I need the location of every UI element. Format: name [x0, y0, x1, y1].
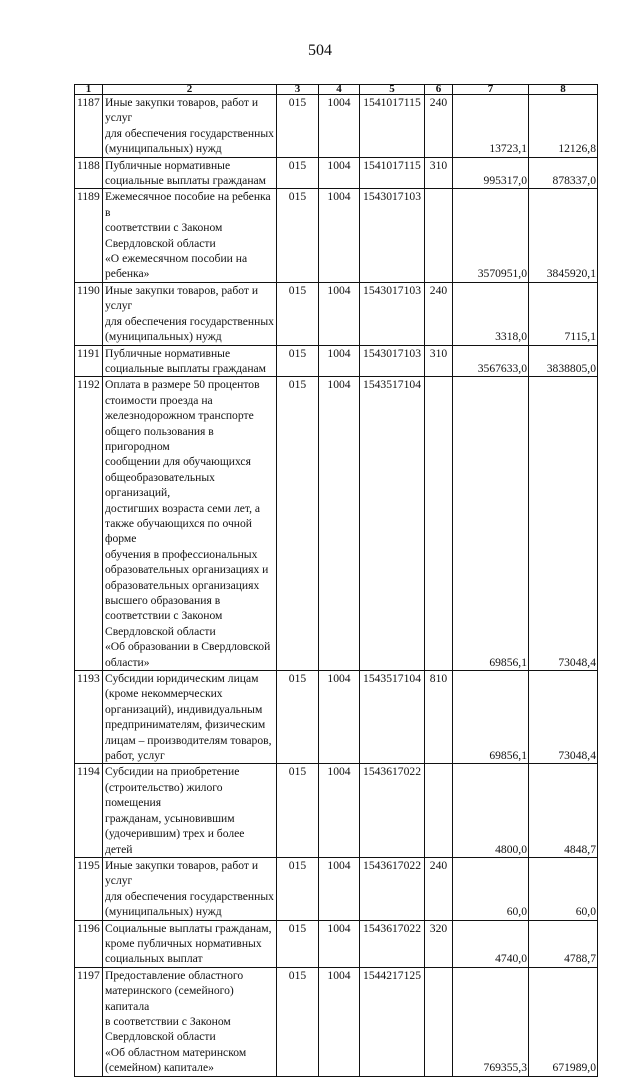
amount-year-1: 60,0 [453, 857, 529, 920]
amount-year-2: 878337,0 [529, 157, 598, 189]
section-code: 1004 [319, 764, 360, 857]
header-row [75, 85, 598, 95]
section-code: 1004 [319, 857, 360, 920]
description: Публичные нормативные социальные выплаты гражданам [103, 345, 277, 377]
section-code: 1004 [319, 967, 360, 1076]
section-code: 1004 [319, 920, 360, 967]
description: Субсидии на приобретение (строительство) жилого помещения гражданам, усыновившим (удочерившим) трех и более детей [103, 764, 277, 857]
description: Оплата в размере 50 процентов стоимости проезда на железнодорожном транспорте общего пользования в пригородном сообщении для обучающихся общеобразовательных организаций, достигших возраста семи лет, а также обучающихся по очной форме обучения в профессиональных образовательных организациях и образовательных организациях высшего образования в соответствии с Законом Свердловской области «Об образовании в Свердловской области» [103, 377, 277, 671]
column-header: 7 [453, 85, 529, 95]
amount-year-1: 4740,0 [453, 920, 529, 967]
description: Иные закупки товаров, работ и услуг для обеспечения государственных (муниципальных) нужд [103, 857, 277, 920]
expense-type-code [425, 967, 453, 1076]
amount-year-2: 3845920,1 [529, 189, 598, 282]
target-article-code: 1543617022 [360, 764, 425, 857]
table-row [75, 920, 598, 967]
amount-year-2: 73048,4 [529, 377, 598, 671]
ministry-code: 015 [277, 967, 319, 1076]
row-number: 1195 [75, 857, 103, 920]
expense-type-code: 240 [425, 282, 453, 345]
expense-type-code: 810 [425, 671, 453, 764]
target-article-code: 1541017115 [360, 157, 425, 189]
ministry-code: 015 [277, 95, 319, 158]
budget-table [74, 84, 598, 1077]
target-article-code: 1541017115 [360, 95, 425, 158]
table-row [75, 95, 598, 158]
description: Ежемесячное пособие на ребенка в соответствии с Законом Свердловской области «О ежемесячном пособии на ребенка» [103, 189, 277, 282]
column-header: 1 [75, 85, 103, 95]
table-row [75, 282, 598, 345]
section-code: 1004 [319, 282, 360, 345]
target-article-code: 1543017103 [360, 189, 425, 282]
target-article-code: 1543017103 [360, 345, 425, 377]
amount-year-1: 13723,1 [453, 95, 529, 158]
section-code: 1004 [319, 377, 360, 671]
amount-year-2: 3838805,0 [529, 345, 598, 377]
expense-type-code [425, 377, 453, 671]
row-number: 1189 [75, 189, 103, 282]
section-code: 1004 [319, 189, 360, 282]
section-code: 1004 [319, 671, 360, 764]
amount-year-1: 3318,0 [453, 282, 529, 345]
target-article-code: 1543617022 [360, 857, 425, 920]
ministry-code: 015 [277, 764, 319, 857]
amount-year-1: 3570951,0 [453, 189, 529, 282]
expense-type-code: 240 [425, 95, 453, 158]
ministry-code: 015 [277, 857, 319, 920]
target-article-code: 1544217125 [360, 967, 425, 1076]
section-code: 1004 [319, 345, 360, 377]
description: Субсидии юридическим лицам (кроме некоммерческих организаций), индивидуальным предпринимателям, физическим лицам – производителям товаров, работ, услуг [103, 671, 277, 764]
amount-year-1: 769355,3 [453, 967, 529, 1076]
description: Социальные выплаты гражданам, кроме публичных нормативных социальных выплат [103, 920, 277, 967]
amount-year-1: 69856,1 [453, 671, 529, 764]
description: Предоставление областного материнского (семейного) капитала в соответствии с Законом Свердловской области «Об областном материнском (семейном) капитале» [103, 967, 277, 1076]
table-row [75, 189, 598, 282]
row-number: 1188 [75, 157, 103, 189]
section-code: 1004 [319, 95, 360, 158]
amount-year-2: 12126,8 [529, 95, 598, 158]
ministry-code: 015 [277, 345, 319, 377]
row-number: 1187 [75, 95, 103, 158]
expense-type-code: 310 [425, 157, 453, 189]
amount-year-1: 995317,0 [453, 157, 529, 189]
table-row [75, 764, 598, 857]
column-header: 3 [277, 85, 319, 95]
amount-year-2: 60,0 [529, 857, 598, 920]
amount-year-2: 4848,7 [529, 764, 598, 857]
column-header: 4 [319, 85, 360, 95]
column-header: 2 [103, 85, 277, 95]
amount-year-2: 671989,0 [529, 967, 598, 1076]
target-article-code: 1543517104 [360, 671, 425, 764]
expense-type-code [425, 764, 453, 857]
ministry-code: 015 [277, 920, 319, 967]
expense-type-code: 240 [425, 857, 453, 920]
amount-year-1: 3567633,0 [453, 345, 529, 377]
table-row [75, 377, 598, 671]
column-header: 8 [529, 85, 598, 95]
expense-type-code [425, 189, 453, 282]
amount-year-2: 73048,4 [529, 671, 598, 764]
table-row [75, 967, 598, 1076]
section-code: 1004 [319, 157, 360, 189]
row-number: 1197 [75, 967, 103, 1076]
page-number: 504 [308, 42, 332, 59]
description: Иные закупки товаров, работ и услуг для обеспечения государственных (муниципальных) нужд [103, 95, 277, 158]
amount-year-1: 4800,0 [453, 764, 529, 857]
ministry-code: 015 [277, 282, 319, 345]
table-row [75, 157, 598, 189]
column-header: 6 [425, 85, 453, 95]
row-number: 1191 [75, 345, 103, 377]
table-row [75, 857, 598, 920]
target-article-code: 1543517104 [360, 377, 425, 671]
row-number: 1194 [75, 764, 103, 857]
ministry-code: 015 [277, 189, 319, 282]
expense-type-code: 320 [425, 920, 453, 967]
ministry-code: 015 [277, 157, 319, 189]
description: Публичные нормативные социальные выплаты гражданам [103, 157, 277, 189]
description: Иные закупки товаров, работ и услуг для обеспечения государственных (муниципальных) нужд [103, 282, 277, 345]
row-number: 1193 [75, 671, 103, 764]
table-row [75, 345, 598, 377]
ministry-code: 015 [277, 671, 319, 764]
amount-year-2: 4788,7 [529, 920, 598, 967]
column-header: 5 [360, 85, 425, 95]
target-article-code: 1543617022 [360, 920, 425, 967]
row-number: 1192 [75, 377, 103, 671]
target-article-code: 1543017103 [360, 282, 425, 345]
row-number: 1196 [75, 920, 103, 967]
amount-year-2: 7115,1 [529, 282, 598, 345]
expense-type-code: 310 [425, 345, 453, 377]
amount-year-1: 69856,1 [453, 377, 529, 671]
row-number: 1190 [75, 282, 103, 345]
table-row [75, 671, 598, 764]
ministry-code: 015 [277, 377, 319, 671]
